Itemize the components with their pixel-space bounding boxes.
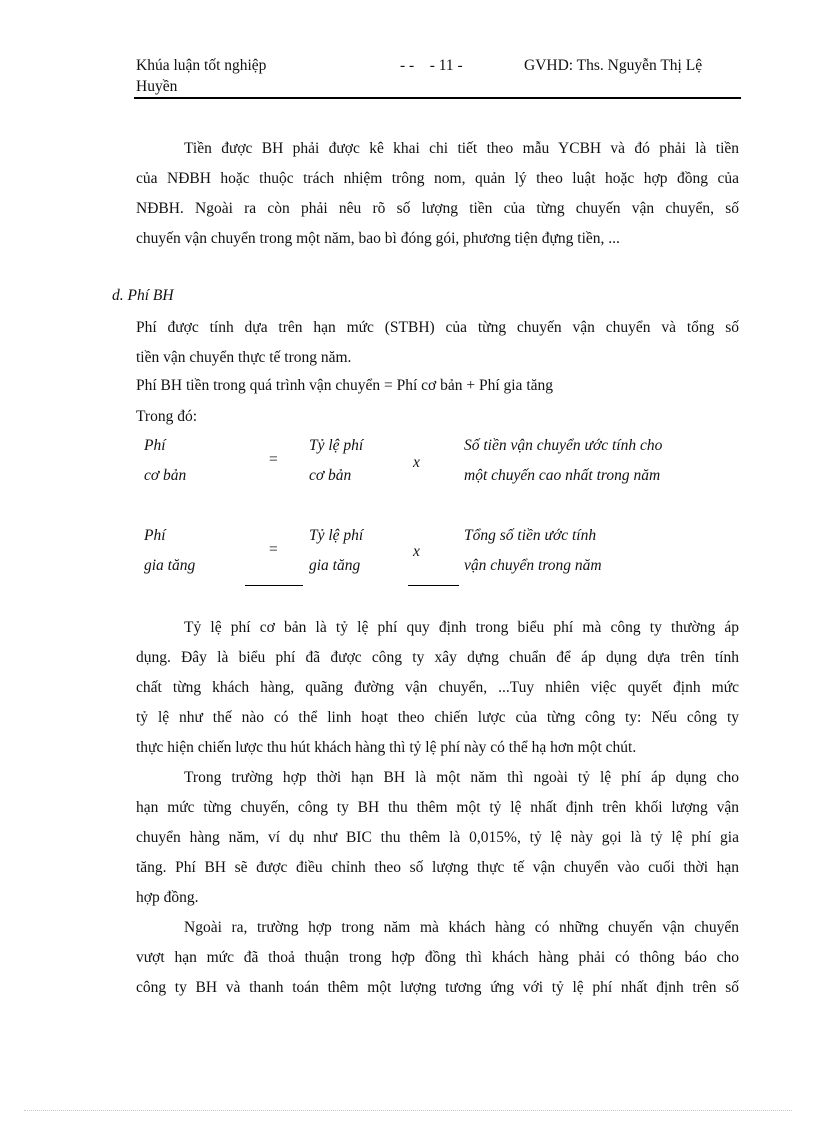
- paragraph-line: thực hiện chiến lược thu hút khách hàng thì tỷ lệ phí này có thể hạ hơn một chút.: [136, 739, 637, 756]
- header-rule: [134, 97, 741, 99]
- paragraph-line: chất từng khách hàng, quãng đường vận chuyển, ...Tuy nhiên việc quyết định mức: [136, 679, 739, 696]
- header-advisor: GVHD: Ths. Nguyễn Thị Lệ: [524, 57, 703, 74]
- paragraph-line: hạn mức từng chuyến, công ty BH thu thêm một tỷ lệ nhất định trên khối lượng vận: [136, 799, 739, 816]
- paragraph-line: tỷ lệ như thế nào có thể linh hoạt theo chiến lược của từng công ty: Nếu công ty: [136, 709, 739, 726]
- paragraph-line: Tiền được BH phải được kê khai chi tiết theo mẫu YCBH và đó phải là tiền: [184, 140, 739, 157]
- paragraph-line: Trong trường hợp thời hạn BH là một năm thì ngoài tỷ lệ phí áp dụng cho: [184, 769, 739, 786]
- times-sign: x: [413, 454, 420, 471]
- trong-do-label: Trong đó:: [136, 408, 198, 425]
- paragraph-line: Phí được tính dựa trên hạn mức (STBH) của từng chuyến vận chuyển và tổng số: [136, 319, 739, 336]
- formula-rate: Tỷ lệ phí: [309, 527, 364, 544]
- paragraph-3: [136, 763, 739, 913]
- page-number: - - - 11 -: [400, 57, 463, 74]
- paragraph-2: [136, 613, 739, 763]
- formula-rhs: vận chuyển trong năm: [464, 557, 602, 574]
- formula-underline: [245, 585, 303, 586]
- formula-lhs: Phí: [144, 437, 166, 454]
- paragraph-line: dụng. Đây là biểu phí đã được công ty xây dựng chuẩn để áp dụng dựa trên tính: [136, 649, 739, 666]
- equals-sign: =: [269, 451, 278, 468]
- paragraph-line: tăng. Phí BH sẽ được điều chỉnh theo số lượng thực tế vận chuyển vào cuối thời hạn: [136, 859, 739, 876]
- formula-lhs: cơ bản: [144, 467, 187, 484]
- header-title: Khúa luận tốt nghiệp: [136, 57, 267, 74]
- section-heading: d. Phí BH: [112, 287, 174, 304]
- paragraph-line: của NĐBH hoặc thuộc trách nhiệm trông nom, quản lý theo luật hoặc hợp đồng của: [136, 170, 739, 187]
- section-intro: [136, 313, 739, 373]
- paragraph-line: chuyển hàng năm, ví dụ như BIC thu thêm là 0,015%, tỷ lệ này gọi là tỷ lệ phí gia: [136, 829, 739, 846]
- formula-underline: [408, 585, 459, 586]
- formula-rhs: Tổng số tiền ước tính: [464, 527, 597, 544]
- paragraph-1: [136, 134, 739, 254]
- paragraph-line: chuyến vận chuyển trong một năm, bao bì đóng gói, phương tiện đựng tiền, ...: [136, 230, 620, 247]
- paragraph-line: tiền vận chuyển thực tế trong năm.: [136, 349, 352, 366]
- formula-rhs: một chuyến cao nhất trong năm: [464, 467, 661, 484]
- formula-lhs: gia tăng: [144, 557, 196, 574]
- paragraph-line: NĐBH. Ngoài ra còn phải nêu rõ số lượng tiền của từng chuyến vận chuyển, số: [136, 200, 739, 217]
- formula-lhs: Phí: [144, 527, 166, 544]
- times-sign: x: [413, 543, 420, 560]
- page-bottom-border: [24, 1110, 792, 1111]
- formula-rate: cơ bản: [309, 467, 352, 484]
- paragraph-line: hợp đồng.: [136, 889, 199, 906]
- formula-line: Phí BH tiền trong quá trình vận chuyển = Phí cơ bản + Phí gia tăng: [136, 377, 554, 394]
- paragraph-line: công ty BH và thanh toán thêm một lượng tương ứng với tỷ lệ phí nhất định trên số: [136, 979, 739, 996]
- paragraph-line: Tỷ lệ phí cơ bản là tỷ lệ phí quy định trong biểu phí mà công ty thường áp: [184, 619, 739, 636]
- equals-sign: =: [269, 541, 278, 558]
- paragraph-line: vượt hạn mức đã thoả thuận trong hợp đồng thì khách hàng phải có thông báo cho: [136, 949, 739, 966]
- formula-rate: Tỷ lệ phí: [309, 437, 364, 454]
- formula-rate: gia tăng: [309, 557, 361, 574]
- paragraph-line: Ngoài ra, trường hợp trong năm mà khách hàng có những chuyến vận chuyển: [184, 919, 739, 936]
- paragraph-4: [136, 913, 739, 1003]
- header-title-continuation: Huyền: [136, 78, 178, 95]
- formula-rhs: Số tiền vận chuyển ước tính cho: [464, 437, 663, 454]
